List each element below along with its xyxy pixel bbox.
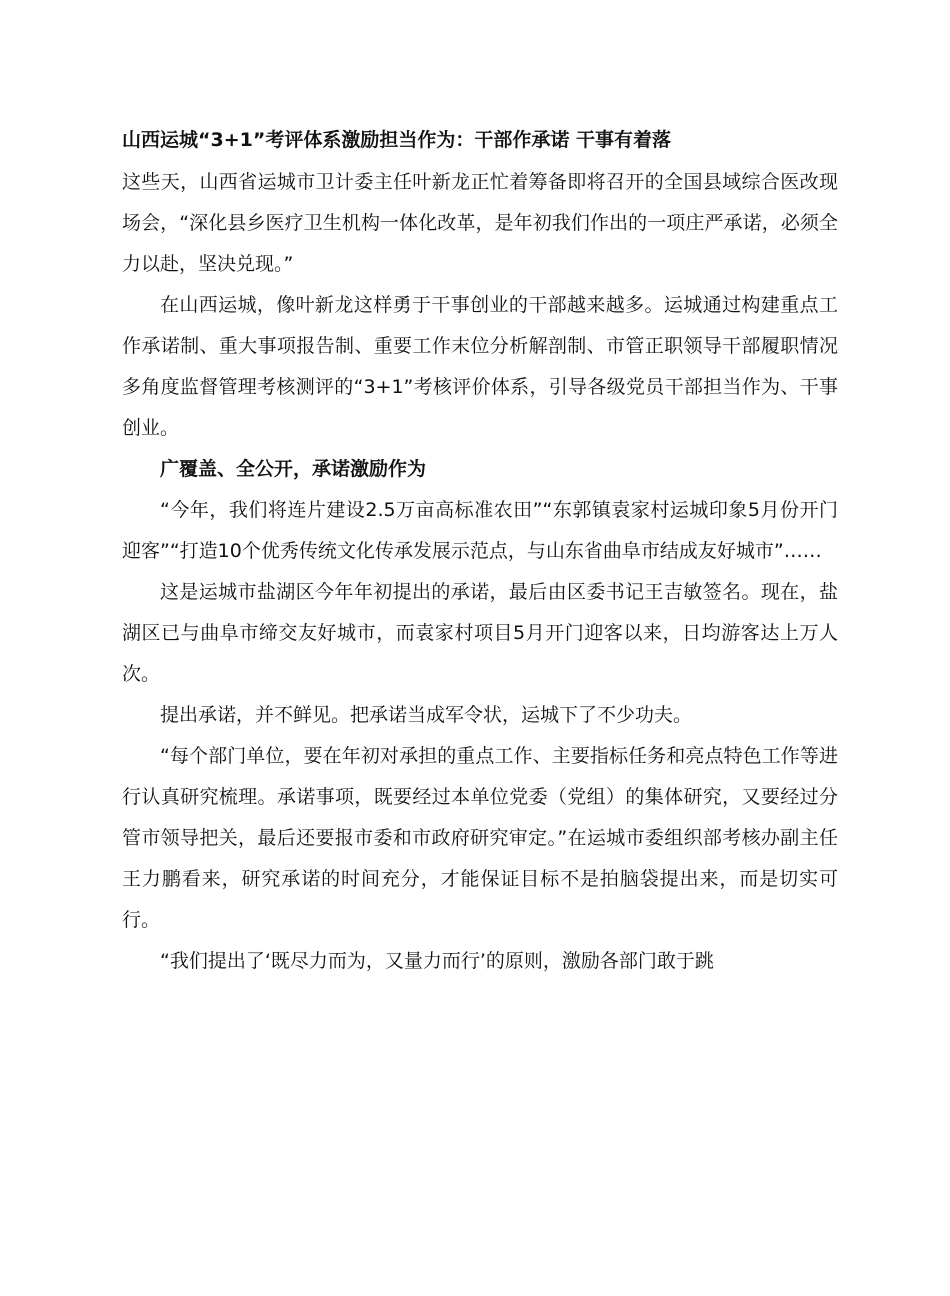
section-heading: 广覆盖、全公开，承诺激励作为 bbox=[160, 458, 427, 480]
article-title: 山西运城“3+1”考评体系激励担当作为：干部作承诺 干事有着落 bbox=[122, 129, 671, 151]
paragraph-1: 这些天，山西省运城市卫计委主任叶新龙正忙着筹备即将召开的全国县域综合医改现场会，“深化县乡医疗卫生机构一体化改革，是年初我们作出的一项庄严承诺，必须全力以赴，坚决兑现。” bbox=[122, 171, 838, 275]
paragraph-2: 在山西运城，像叶新龙这样勇于干事创业的干部越来越多。运城通过构建重点工作承诺制、重大事项报告制、重要工作末位分析解剖制、市管正职领导干部履职情况多角度监督管理考核测评的“3+1”考核评价体系，引导各级党员干部担当作为、干事创业。 bbox=[122, 294, 838, 439]
paragraph-6: “每个部门单位，要在年初对承担的重点工作、主要指标任务和亮点特色工作等进行认真研究梳理。承诺事项，既要经过本单位党委（党组）的集体研究，又要经过分管市领导把关，最后还要报市委和市政府研究审定。”在运城市委组织部考核办副主任王力鹏看来，研究承诺的时间充分，才能保证目标不是拍脑袋提出来，而是切实可行。 bbox=[122, 745, 838, 931]
paragraph-3: “今年，我们将连片建设2.5万亩高标准农田”“东郭镇袁家村运城印象5月份开门迎客”“打造10个优秀传统文化传承发展示范点，与山东省曲阜市结成友好城市”…… bbox=[122, 499, 838, 562]
paragraph-7: “我们提出了‘既尽力而为，又量力而行’的原则，激励各部门敢于跳 bbox=[160, 950, 714, 972]
paragraph-5: 提出承诺，并不鲜见。把承诺当成军令状，运城下了不少功夫。 bbox=[160, 704, 693, 726]
document-body bbox=[122, 122, 838, 982]
paragraph-4: 这是运城市盐湖区今年年初提出的承诺，最后由区委书记王吉敏签名。现在，盐湖区已与曲阜市缔交友好城市，而袁家村项目5月开门迎客以来，日均游客达上万人次。 bbox=[122, 581, 838, 685]
